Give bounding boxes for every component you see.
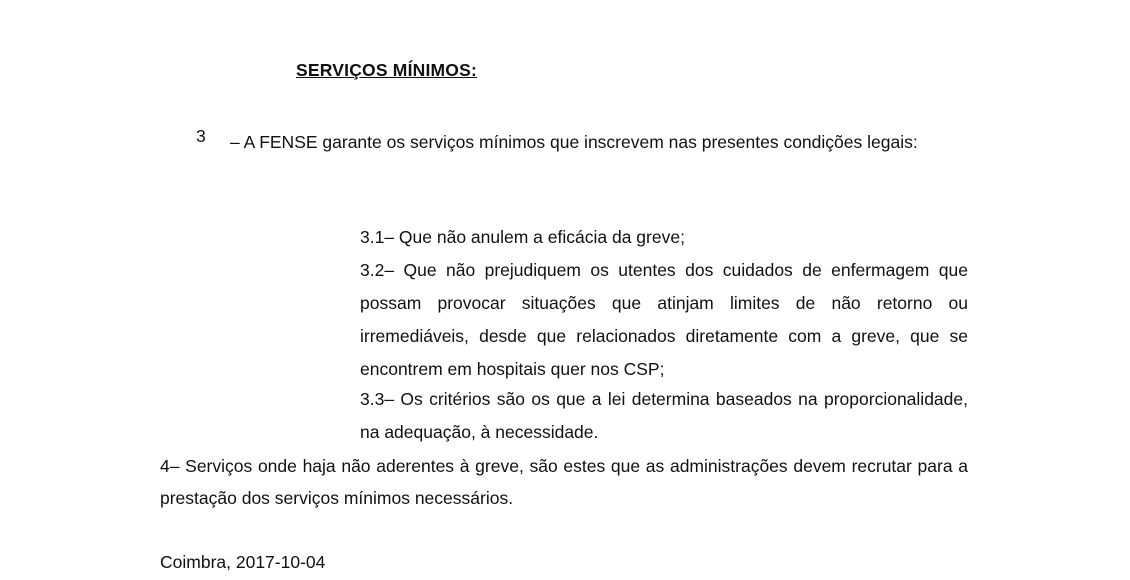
section-3-text: – A FENSE garante os serviços mínimos que inscrevem nas presentes condições legais: (230, 132, 918, 152)
section-heading: SERVIÇOS MÍNIMOS: (296, 60, 478, 80)
section-3-number: 3 (196, 126, 206, 146)
place-date: Coimbra, 2017-10-04 (160, 552, 326, 572)
subitem-3-2: 3.2– Que não prejudiquem os utentes dos cuidados de enfermagem que possam provocar situações que atinjam limites de não retorno ou irremediáveis, desde que relacionados diretamente com a greve, que se encontrem em hospitais quer nos CSP; (360, 260, 968, 379)
section-4-text: 4– Serviços onde haja não aderentes à greve, são estes que as administrações devem recrutar para a prestação dos serviços mínimos necessários. (160, 456, 968, 508)
subitem-3-3: 3.3– Os critérios são os que a lei determina baseados na proporcionalidade, na adequação, à necessidade. (360, 389, 968, 442)
subitem-3-1: 3.1– Que não anulem a eficácia da greve; (360, 227, 685, 247)
